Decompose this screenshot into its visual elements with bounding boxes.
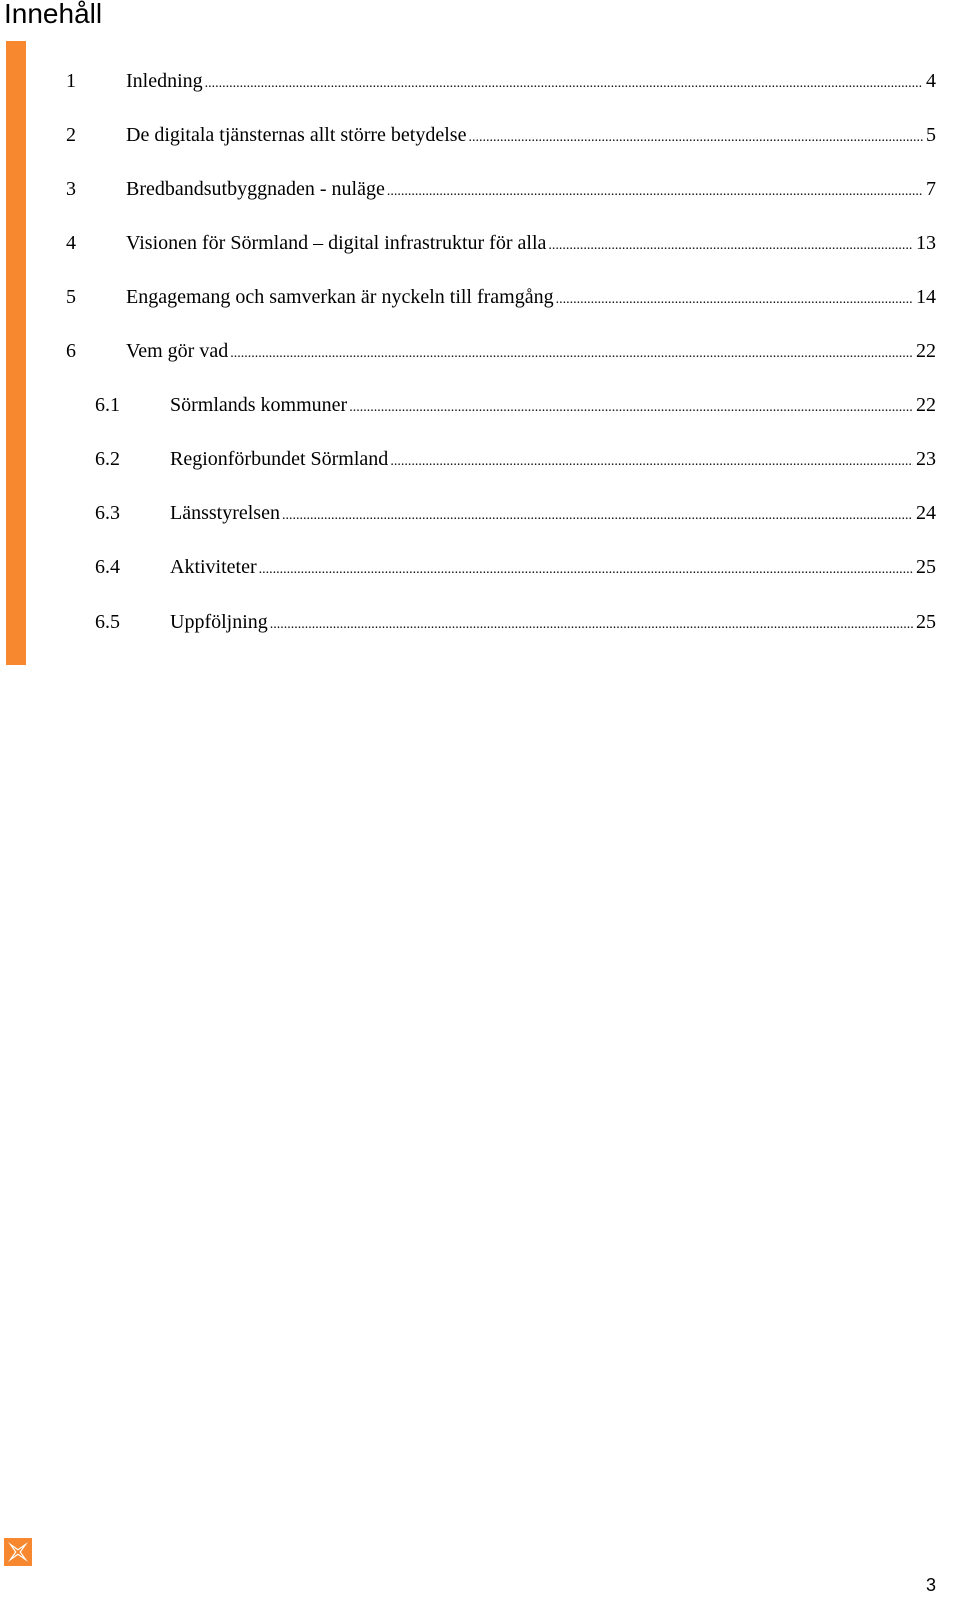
toc-entry[interactable] (0, 283, 960, 311)
toc-entry-number: 2 (66, 124, 76, 146)
toc-dot-leader (387, 178, 923, 206)
toc-entry-page: 22 (916, 394, 936, 416)
toc-subentry[interactable] (0, 608, 960, 636)
toc-entry-title: De digitala tjänsternas allt större betydelse (126, 124, 467, 146)
toc-entry-number: 4 (66, 232, 76, 254)
toc-dot-leader (556, 286, 913, 314)
toc-entry-number: 1 (66, 70, 76, 92)
toc-dot-leader (282, 502, 913, 530)
toc-entry-title: Bredbandsutbyggnaden - nuläge (126, 178, 385, 200)
page-number: 3 (925, 1575, 936, 1595)
toc-entry-number: 3 (66, 178, 76, 200)
toc-entry-page: 25 (916, 611, 936, 633)
toc-entry-page: 5 (926, 124, 936, 146)
regionforbundet-logo-icon (4, 1538, 32, 1566)
toc-entry-page: 7 (926, 178, 936, 200)
toc-subentry[interactable] (0, 553, 960, 581)
toc-entry[interactable] (0, 67, 960, 95)
toc-entry-number: 6 (66, 340, 76, 362)
toc-entry-page: 24 (916, 502, 936, 524)
toc-dot-leader (468, 124, 923, 152)
page-title: Innehåll (4, 0, 103, 29)
toc-entry-page: 4 (926, 70, 936, 92)
toc-entry-title: Regionförbundet Sörmland (170, 448, 389, 470)
toc-entry-number: 6.5 (95, 611, 120, 633)
toc-entry[interactable] (0, 175, 960, 203)
toc-entry-page: 23 (916, 448, 936, 470)
toc-entry-title: Engagemang och samverkan är nyckeln till framgång (126, 286, 554, 308)
toc-entry-number: 6.1 (95, 394, 120, 416)
toc-entry-title: Länsstyrelsen (170, 502, 280, 524)
toc-dot-leader (548, 232, 913, 260)
toc-subentry[interactable] (0, 499, 960, 527)
toc-entry-title: Sörmlands kommuner (170, 394, 348, 416)
toc-entry[interactable] (0, 121, 960, 149)
toc-entry-title: Inledning (126, 70, 203, 92)
toc-entry-number: 6.4 (95, 556, 120, 578)
toc-entry-page: 25 (916, 556, 936, 578)
toc-entry[interactable] (0, 229, 960, 257)
toc-entry-number: 6.3 (95, 502, 120, 524)
toc-dot-leader (259, 556, 913, 584)
toc-dot-leader (230, 340, 913, 368)
toc-entry-page: 13 (916, 232, 936, 254)
toc-entry-title: Visionen för Sörmland – digital infrastruktur för alla (126, 232, 547, 254)
toc-dot-leader (270, 611, 913, 639)
toc-entry[interactable] (0, 337, 960, 365)
toc-entry-number: 5 (66, 286, 76, 308)
toc-subentry[interactable] (0, 445, 960, 473)
toc-entry-title: Uppföljning (170, 611, 268, 633)
toc-entry-number: 6.2 (95, 448, 120, 470)
toc-entry-title: Aktiviteter (170, 556, 257, 578)
toc-entry-title: Vem gör vad (126, 340, 229, 362)
toc-entry-page: 22 (916, 340, 936, 362)
toc-subentry[interactable] (0, 391, 960, 419)
toc-dot-leader (390, 448, 913, 476)
toc-dot-leader (349, 394, 913, 422)
toc-entry-page: 14 (916, 286, 936, 308)
toc-dot-leader (205, 70, 923, 98)
